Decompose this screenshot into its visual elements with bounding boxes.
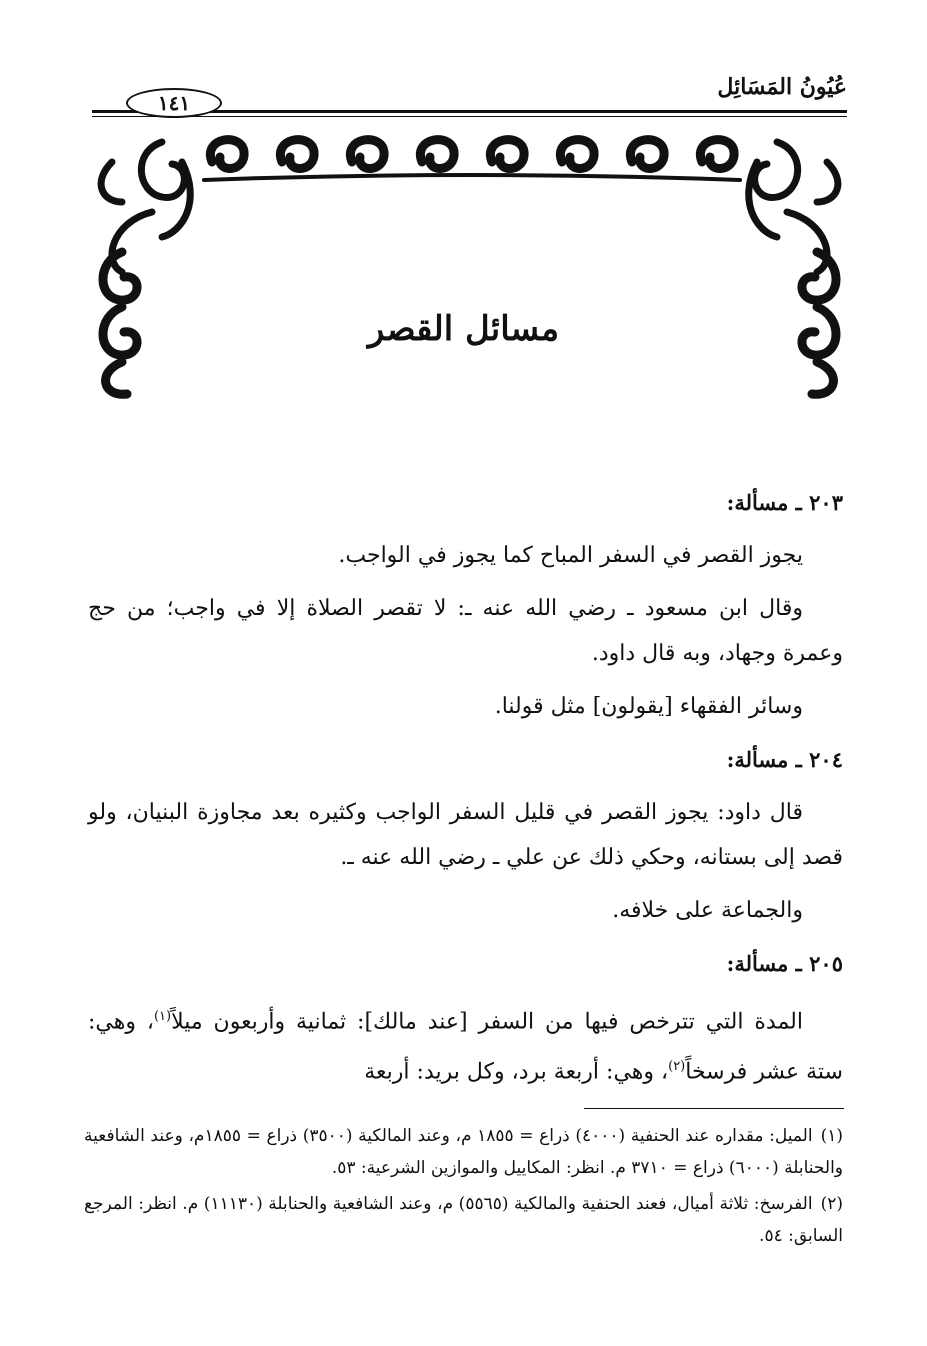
footnote-number: (١) — [820, 1126, 844, 1146]
paragraph: والجماعة على خلافه. — [612, 898, 803, 923]
footnote-text: الفرسخ: ثلاثة أميال، فعند الحنفية والمالكية (٥٥٦٥) م، وعند الشافعية والحنابلة (١١١٣٠) م. انظر: المرجع السابق: ٥٤. — [84, 1194, 843, 1246]
paragraph-text: المدة التي تترخص فيها من السفر [عند مالك]: ثمانية وأربعون ميلاً — [171, 1009, 803, 1035]
paragraph-text: ، وهي: أربعة برد، وكل بريد: أربعة — [364, 1059, 669, 1085]
footnote-separator — [584, 1108, 844, 1109]
paragraph — [88, 994, 843, 1095]
page-number: ١٤١ — [126, 88, 222, 118]
page-header — [92, 72, 847, 120]
section-heading-205: ٢٠٥ ـ مسألة: — [726, 951, 843, 976]
footnote-2 — [84, 1188, 843, 1252]
footnote-mark-2: (٢) — [668, 1059, 686, 1075]
running-title: عُيُونُ المَسَائِل — [717, 74, 847, 100]
paragraph-text: ، وهي: ستة عشر فرسخاً — [88, 1009, 843, 1085]
footnotes — [84, 1120, 843, 1256]
ornamental-frame — [92, 122, 847, 404]
header-rule-thin — [92, 116, 847, 117]
footnote-1 — [84, 1120, 843, 1184]
section-heading-204: ٢٠٤ ـ مسألة: — [726, 747, 843, 772]
body-text — [88, 480, 843, 1103]
paragraph: يجوز القصر في السفر المباح كما يجوز في الواجب. — [338, 543, 803, 568]
chapter-title: مسائل القصر — [367, 309, 560, 349]
section-heading-203: ٢٠٣ ـ مسألة: — [726, 490, 843, 515]
footnote-text: الميل: مقداره عند الحنفية (٤٠٠٠) ذراع = ١٨٥٥ م، وعند المالكية (٣٥٠٠) ذراع = ١٨٥٥م، وعند الشافعية والحنابلة (٦٠٠٠) ذراع = ٣٧١٠ م. انظر: المكاييل والموازين الشرعية: ٥٣. — [84, 1126, 843, 1178]
footnote-mark-1: (١) — [153, 1009, 172, 1024]
paragraph: وقال ابن مسعود ـ رضي الله عنه ـ: لا تقصر الصلاة إلا في واجب؛ من حج وعمرة وجهاد، وبه قال داود. — [88, 596, 843, 666]
paragraph: قال داود: يجوز القصر في قليل السفر الواجب وكثيره بعد مجاوزة البنيان، ولو قصد إلى بستانه، وحكي ذلك عن علي ـ رضي الله عنه ـ. — [88, 800, 843, 870]
paragraph: وسائر الفقهاء [يقولون] مثل قولنا. — [494, 694, 803, 719]
footnote-number: (٢) — [820, 1194, 843, 1214]
